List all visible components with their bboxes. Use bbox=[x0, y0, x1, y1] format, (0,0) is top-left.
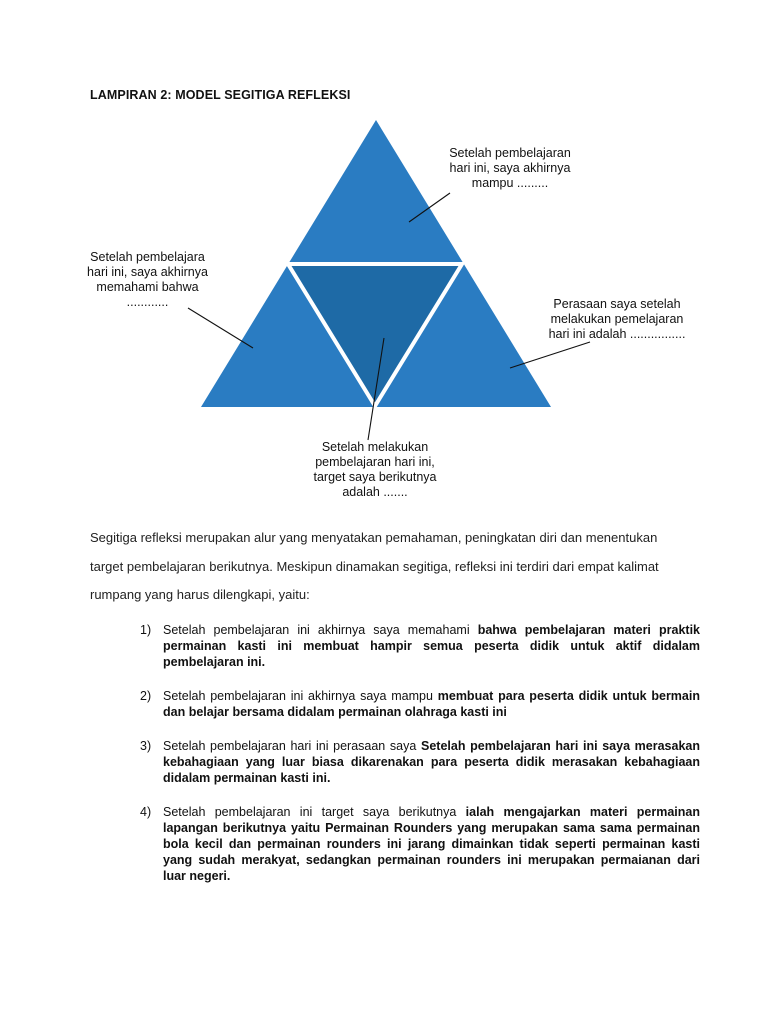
intro-line: rumpang yang harus dilengkapi, yaitu: bbox=[90, 587, 310, 602]
list-item-number: 2) bbox=[140, 689, 152, 703]
list-item-lead: Setelah pembelajaran ini akhirnya saya mampu bbox=[163, 689, 438, 703]
list-item-answer: bahwa pembelajaran materi praktik permainan kasti ini membuat hampir semua peserta didik untuk aktif didalam pembelajaran ini. bbox=[163, 623, 700, 669]
list-item-text bbox=[163, 804, 700, 884]
label-line: hari ini adalah ................ bbox=[548, 327, 686, 341]
label-line: Setelah pembelajaran bbox=[449, 146, 571, 160]
list-item-text bbox=[163, 688, 700, 720]
list-item-lead: Setelah pembelajaran hari ini perasaan saya bbox=[163, 739, 421, 753]
page-title: LAMPIRAN 2: MODEL SEGITIGA REFLEKSI bbox=[90, 88, 351, 102]
label-line: mampu ......... bbox=[471, 176, 549, 190]
label-left-section bbox=[60, 250, 235, 310]
intro-paragraph bbox=[90, 524, 690, 610]
label-line: memahami bahwa bbox=[96, 280, 199, 294]
label-line: Perasaan saya setelah bbox=[553, 297, 681, 311]
label-top-section bbox=[425, 146, 595, 191]
label-line: Setelah melakukan bbox=[321, 440, 429, 454]
list-item-lead: Setelah pembelajaran ini akhirnya saya memahami bbox=[163, 623, 478, 637]
list-item-number: 3) bbox=[140, 739, 152, 753]
pointer-line-right bbox=[510, 342, 590, 368]
reflection-list bbox=[140, 622, 700, 902]
label-line: hari ini, saya akhirnya bbox=[87, 265, 208, 279]
list-item bbox=[140, 688, 700, 720]
label-line: adalah ....... bbox=[342, 485, 408, 499]
label-line: melakukan pemelajaran bbox=[550, 312, 684, 326]
label-bottom-section bbox=[290, 440, 460, 500]
intro-line: target pembelajaran berikutnya. Meskipun dinamakan segitiga, refleksi ini terdiri dari empat kalimat bbox=[90, 558, 659, 574]
label-line: ............ bbox=[126, 295, 169, 309]
list-item-number: 1) bbox=[140, 623, 152, 637]
label-line: pembelajaran hari ini, bbox=[315, 455, 435, 469]
list-item-lead: Setelah pembelajaran ini target saya berikutnya bbox=[163, 805, 466, 819]
label-line: Setelah pembelajara bbox=[90, 250, 205, 264]
label-right-section bbox=[527, 297, 707, 342]
list-item-answer: membuat para peserta didik untuk bermain dan belajar bersama didalam permainan olahraga kasti ini bbox=[163, 689, 700, 719]
list-item-answer: ialah mengajarkan materi permainan lapangan berikutnya yaitu Permainan Rounders yang merupakan sama sama permainan bola kecil dan permainan rounders ini jarang dimainkan tidak seperti permainan kasti yang sudah merakyat, sedangkan permainan rounders ini merupakan permaianan dari luar negeri. bbox=[163, 805, 700, 883]
list-item-number: 4) bbox=[140, 805, 152, 819]
label-line: target saya berikutnya bbox=[313, 470, 437, 484]
intro-line: Segitiga refleksi merupakan alur yang menyatakan pemahaman, peningkatan diri dan menentukan bbox=[90, 530, 658, 545]
list-item bbox=[140, 804, 700, 884]
pointer-line-left bbox=[188, 308, 253, 348]
list-item-text bbox=[163, 738, 700, 786]
list-item bbox=[140, 738, 700, 786]
list-item-text bbox=[163, 622, 700, 670]
list-item-answer: Setelah pembelajaran hari ini saya merasakan kebahagiaan yang luar biasa dikarenakan para peserta didik merasakan kebahagiaan didalam permainan kasti ini. bbox=[163, 739, 701, 785]
label-line: hari ini, saya akhirnya bbox=[449, 161, 571, 175]
list-item bbox=[140, 622, 700, 670]
